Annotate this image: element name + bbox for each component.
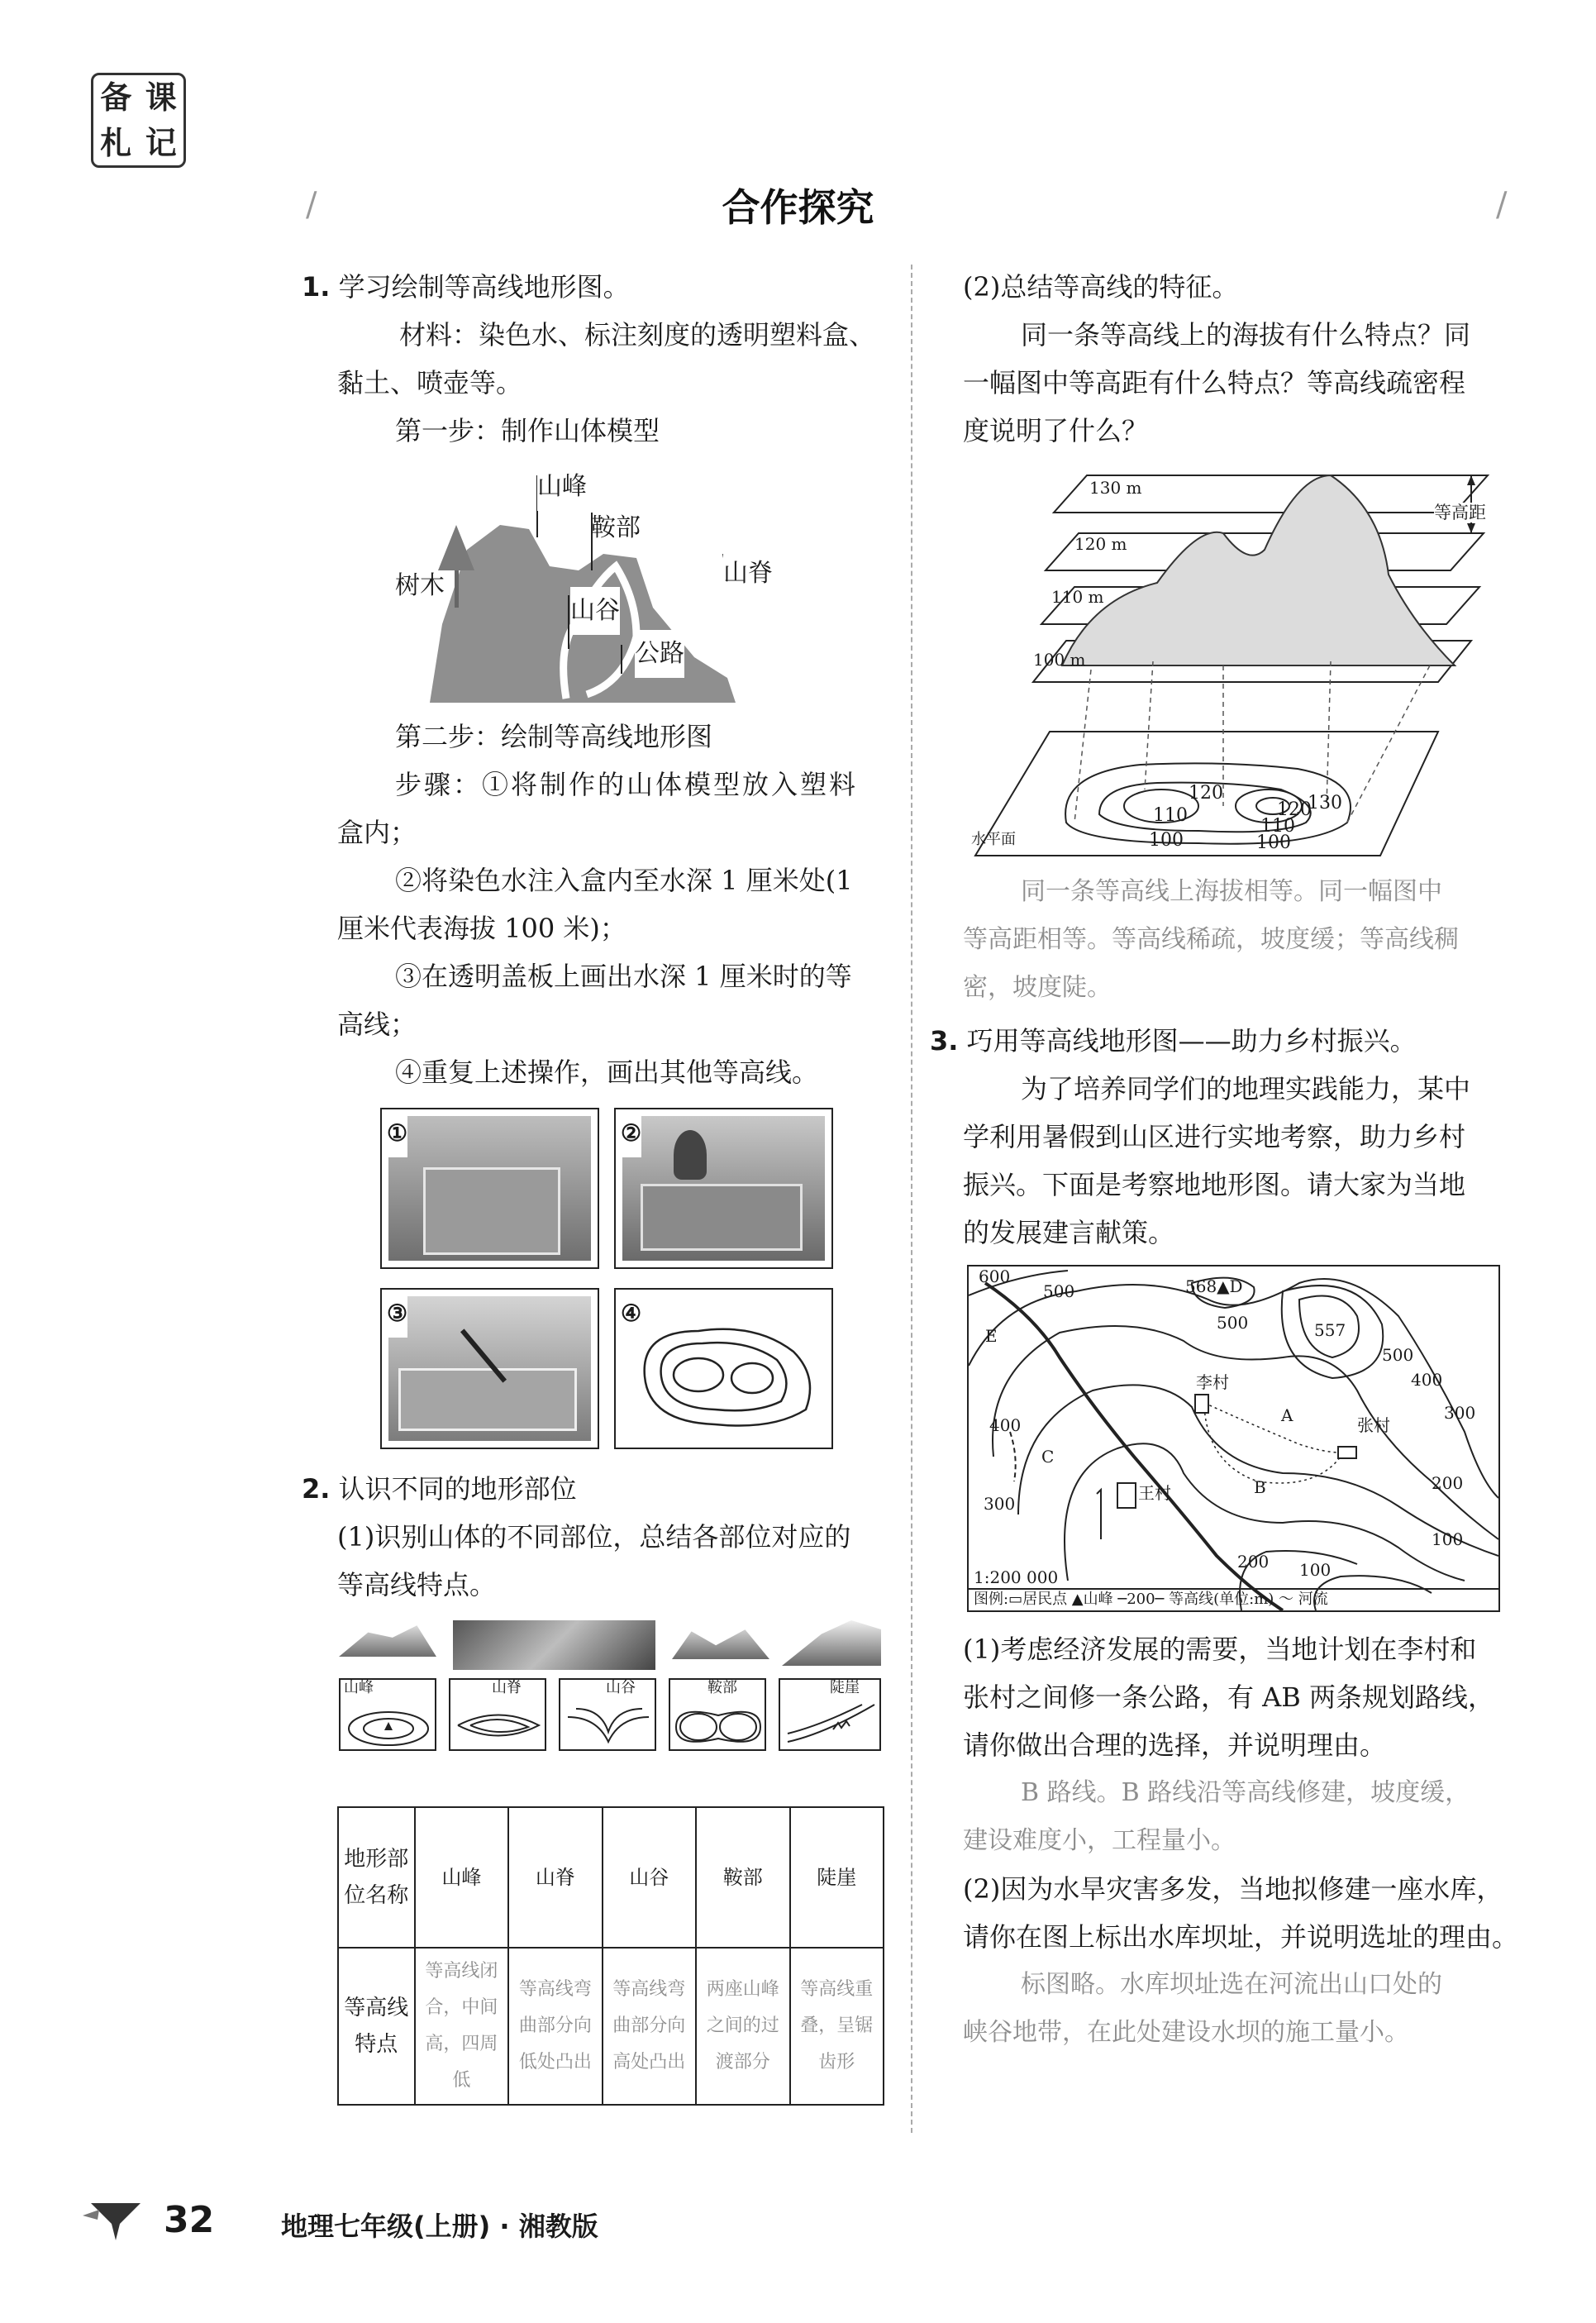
- table-col: 陡崖: [790, 1807, 884, 1948]
- photo-step1: [380, 1108, 599, 1269]
- label-road: 公路: [635, 630, 684, 678]
- q1-material-line1: 材料：染色水、标注刻度的透明塑料盒、: [399, 319, 876, 351]
- title-decoration-right: /: [1496, 186, 1508, 224]
- q3-answer1-line1: B 路线。B 路线沿等高线修建，坡度缓，: [1021, 1778, 1470, 1807]
- q2-answer-line3: 密，坡度陡。: [963, 973, 1112, 1002]
- column-divider: [911, 265, 912, 2133]
- q2-question-line1: 同一条等高线上的海拔有什么特点？同: [1021, 319, 1471, 351]
- level-label: 100 m: [1033, 650, 1086, 670]
- table-col: 鞍部: [696, 1807, 789, 1948]
- map-label: 400: [989, 1415, 1022, 1435]
- contour-value: 110: [1153, 805, 1188, 826]
- map-label: B: [1254, 1477, 1266, 1497]
- photo-label: ①: [387, 1109, 407, 1157]
- landform-table: [337, 1806, 884, 2106]
- title-decoration-left: /: [306, 186, 317, 224]
- q3-answer2-line1: 标图略。水库坝址选在河流出山口处的: [1021, 1970, 1442, 1999]
- q1-steps-line5: ③在透明盖板上画出水深 1 厘米时的等: [395, 961, 852, 992]
- q2-title: 2. 认识不同的地形部位: [302, 1473, 577, 1505]
- interval-label: 等高距: [1434, 503, 1486, 522]
- photo-label: ③: [387, 1290, 407, 1338]
- q1-steps-line3: ②将染色水注入盒内至水深 1 厘米处(1: [395, 865, 853, 896]
- level-label: 120 m: [1074, 534, 1127, 554]
- q1-steps-line4: 厘米代表海拔 100 米)；: [337, 913, 626, 944]
- q3-sub1-line2: 张村之间修一条公路，有 AB 两条规划路线，: [963, 1681, 1494, 1713]
- q2-sub2: (2)总结等高线的特征。: [963, 271, 1239, 303]
- q3-num: 3.: [930, 1025, 959, 1057]
- q3-paragraph-line4: 的发展建言献策。: [963, 1217, 1175, 1248]
- table-answer: 等高线弯曲部分向高处凸出: [603, 1948, 696, 2105]
- q3-sub2-line2: 请你在图上标出水库坝址，并说明选址的理由。: [963, 1921, 1519, 1953]
- q2-question-line2: 一幅图中等高距有什么特点？等高线疏密程: [963, 367, 1466, 398]
- q1-steps-line7: ④重复上述操作，画出其他等高线。: [395, 1057, 819, 1088]
- base-plane-label: 水平面: [971, 831, 1016, 848]
- map-label: C: [1041, 1447, 1055, 1467]
- landform-diagrams: [337, 1620, 883, 1753]
- note-badge: [91, 73, 186, 168]
- table-header-label: 地形部位名称: [338, 1807, 415, 1948]
- q3-paragraph-line3: 振兴。下面是考察地地形图。请大家为当地: [963, 1169, 1466, 1200]
- map-label: 300: [984, 1494, 1016, 1514]
- diagram-ridge: 山脊: [449, 1678, 546, 1751]
- table-col: 山脊: [508, 1807, 602, 1948]
- contour-value: 120: [1189, 783, 1223, 804]
- badge-char: 备: [100, 79, 132, 117]
- section-title: 合作探究: [722, 185, 874, 230]
- table-answer: 等高线重叠，呈锯齿形: [790, 1948, 884, 2105]
- map-label: 100: [1299, 1560, 1332, 1580]
- contour-value: 120: [1277, 799, 1312, 820]
- contour-sketch: [632, 1319, 822, 1434]
- photo-step2: [614, 1108, 833, 1269]
- q3-sub1-line1: (1)考虑经济发展的需要，当地计划在李村和: [963, 1634, 1477, 1665]
- diagram-saddle: 鞍部: [669, 1678, 766, 1751]
- map-label: 557: [1314, 1320, 1346, 1340]
- contour-value: 100: [1149, 830, 1184, 851]
- photo-label: ②: [621, 1109, 641, 1157]
- map-label: 500: [1043, 1281, 1075, 1301]
- contour-value: 100: [1256, 832, 1291, 853]
- contour-value: 110: [1260, 816, 1295, 837]
- label-ridge: 山脊: [723, 550, 773, 598]
- level-label: 130 m: [1089, 478, 1142, 498]
- table-col: 山峰: [415, 1807, 508, 1948]
- q2-answer-line2: 等高距相等。等高线稀疏，坡度缓；等高线稠: [963, 925, 1459, 954]
- q1-steps-line1: 步骤：①将制作的山体模型放入塑料: [395, 769, 859, 800]
- q2-sub1-line2: 等高线特点。: [337, 1569, 497, 1600]
- map-label: 300: [1444, 1403, 1476, 1423]
- q1-steps-line6: 高线；: [337, 1009, 417, 1040]
- map-label: 李村: [1196, 1372, 1229, 1392]
- map-label: 100: [1432, 1529, 1464, 1549]
- badge-char: 课: [145, 79, 177, 117]
- badge-char: 札: [100, 123, 132, 161]
- map-label: A: [1281, 1405, 1293, 1425]
- q1-steps-line2: 盒内；: [337, 817, 417, 848]
- table-row-label: 等高线特点: [338, 1948, 415, 2105]
- photo-label: ④: [621, 1290, 641, 1338]
- q3-answer2-line2: 峡谷地带，在此处建设水坝的施工量小。: [963, 2018, 1409, 2047]
- contour-value: 130: [1308, 793, 1342, 813]
- table-answer: 两座山峰之间的过渡部分: [696, 1948, 789, 2105]
- q3-answer1-line2: 建设难度小，工程量小。: [963, 1826, 1236, 1855]
- map-label: 王村: [1138, 1483, 1171, 1503]
- book-title: 地理七年级(上册) · 湘教版: [281, 2211, 598, 2242]
- table-answer: 等高线闭合，中间高，四周低: [415, 1948, 508, 2105]
- table-col: 山谷: [603, 1807, 696, 1948]
- label-valley: 山谷: [570, 587, 620, 635]
- map-label: 568▲D: [1185, 1276, 1243, 1296]
- footer-ornament-icon: [83, 2195, 149, 2244]
- q2-answer-line1: 同一条等高线上海拔相等。同一幅图中: [1021, 877, 1442, 906]
- q3-sub1-line3: 请你做出合理的选择，并说明理由。: [963, 1729, 1387, 1761]
- q3-paragraph-line2: 学利用暑假到山区进行实地考察，助力乡村: [963, 1121, 1466, 1152]
- diagram-valley: 山谷: [559, 1678, 656, 1751]
- photo-step3: [380, 1288, 599, 1449]
- label-tree: 树木: [395, 571, 445, 600]
- map-scale: 1:200 000: [974, 1567, 1059, 1587]
- q1-step1: 第一步：制作山体模型: [395, 415, 660, 446]
- badge-char: 记: [145, 123, 177, 161]
- map-label: 200: [1237, 1552, 1270, 1572]
- label-peak: 山峰: [537, 463, 587, 511]
- q2-num: 2.: [302, 1473, 331, 1505]
- q2-question-line3: 度说明了什么？: [963, 415, 1149, 446]
- topographic-map: [967, 1265, 1500, 1612]
- map-label: 200: [1432, 1473, 1464, 1493]
- diagram-cliff: 陡崖: [779, 1678, 881, 1751]
- q3-sub2-line1: (2)因为水旱灾害多发，当地拟修建一座水库，: [963, 1873, 1503, 1905]
- page-number: 32: [164, 2199, 215, 2241]
- photo-step4: [614, 1288, 833, 1449]
- map-label: 500: [1382, 1345, 1414, 1365]
- q1-num: 1.: [302, 271, 331, 303]
- table-answer: 等高线弯曲部分向低处凸出: [508, 1948, 602, 2105]
- q3-title: 3. 巧用等高线地形图——助力乡村振兴。: [930, 1025, 1417, 1057]
- q3-paragraph-line1: 为了培养同学们的地理实践能力，某中: [1021, 1073, 1471, 1104]
- diagram-peak: 山峰: [339, 1678, 436, 1751]
- label-saddle: 鞍部: [591, 513, 641, 542]
- q1-step2: 第二步：绘制等高线地形图: [395, 721, 713, 752]
- q1-material-line2: 黏土、喷壶等。: [337, 367, 523, 398]
- map-label: 400: [1411, 1370, 1443, 1390]
- map-legend: 图例:▭居民点 ▲山峰 ─200─ 等高线(单位:m) 〜 河流: [974, 1591, 1328, 1608]
- map-label: 张村: [1357, 1415, 1390, 1435]
- level-label: 110 m: [1051, 587, 1104, 607]
- map-label: 500: [1217, 1313, 1249, 1333]
- map-label: E: [985, 1326, 998, 1346]
- q2-sub1-line1: (1)识别山体的不同部位，总结各部位对应的: [337, 1521, 851, 1553]
- map-label: 600: [979, 1266, 1011, 1286]
- q1-title: 1. 学习绘制等高线地形图。: [302, 271, 630, 303]
